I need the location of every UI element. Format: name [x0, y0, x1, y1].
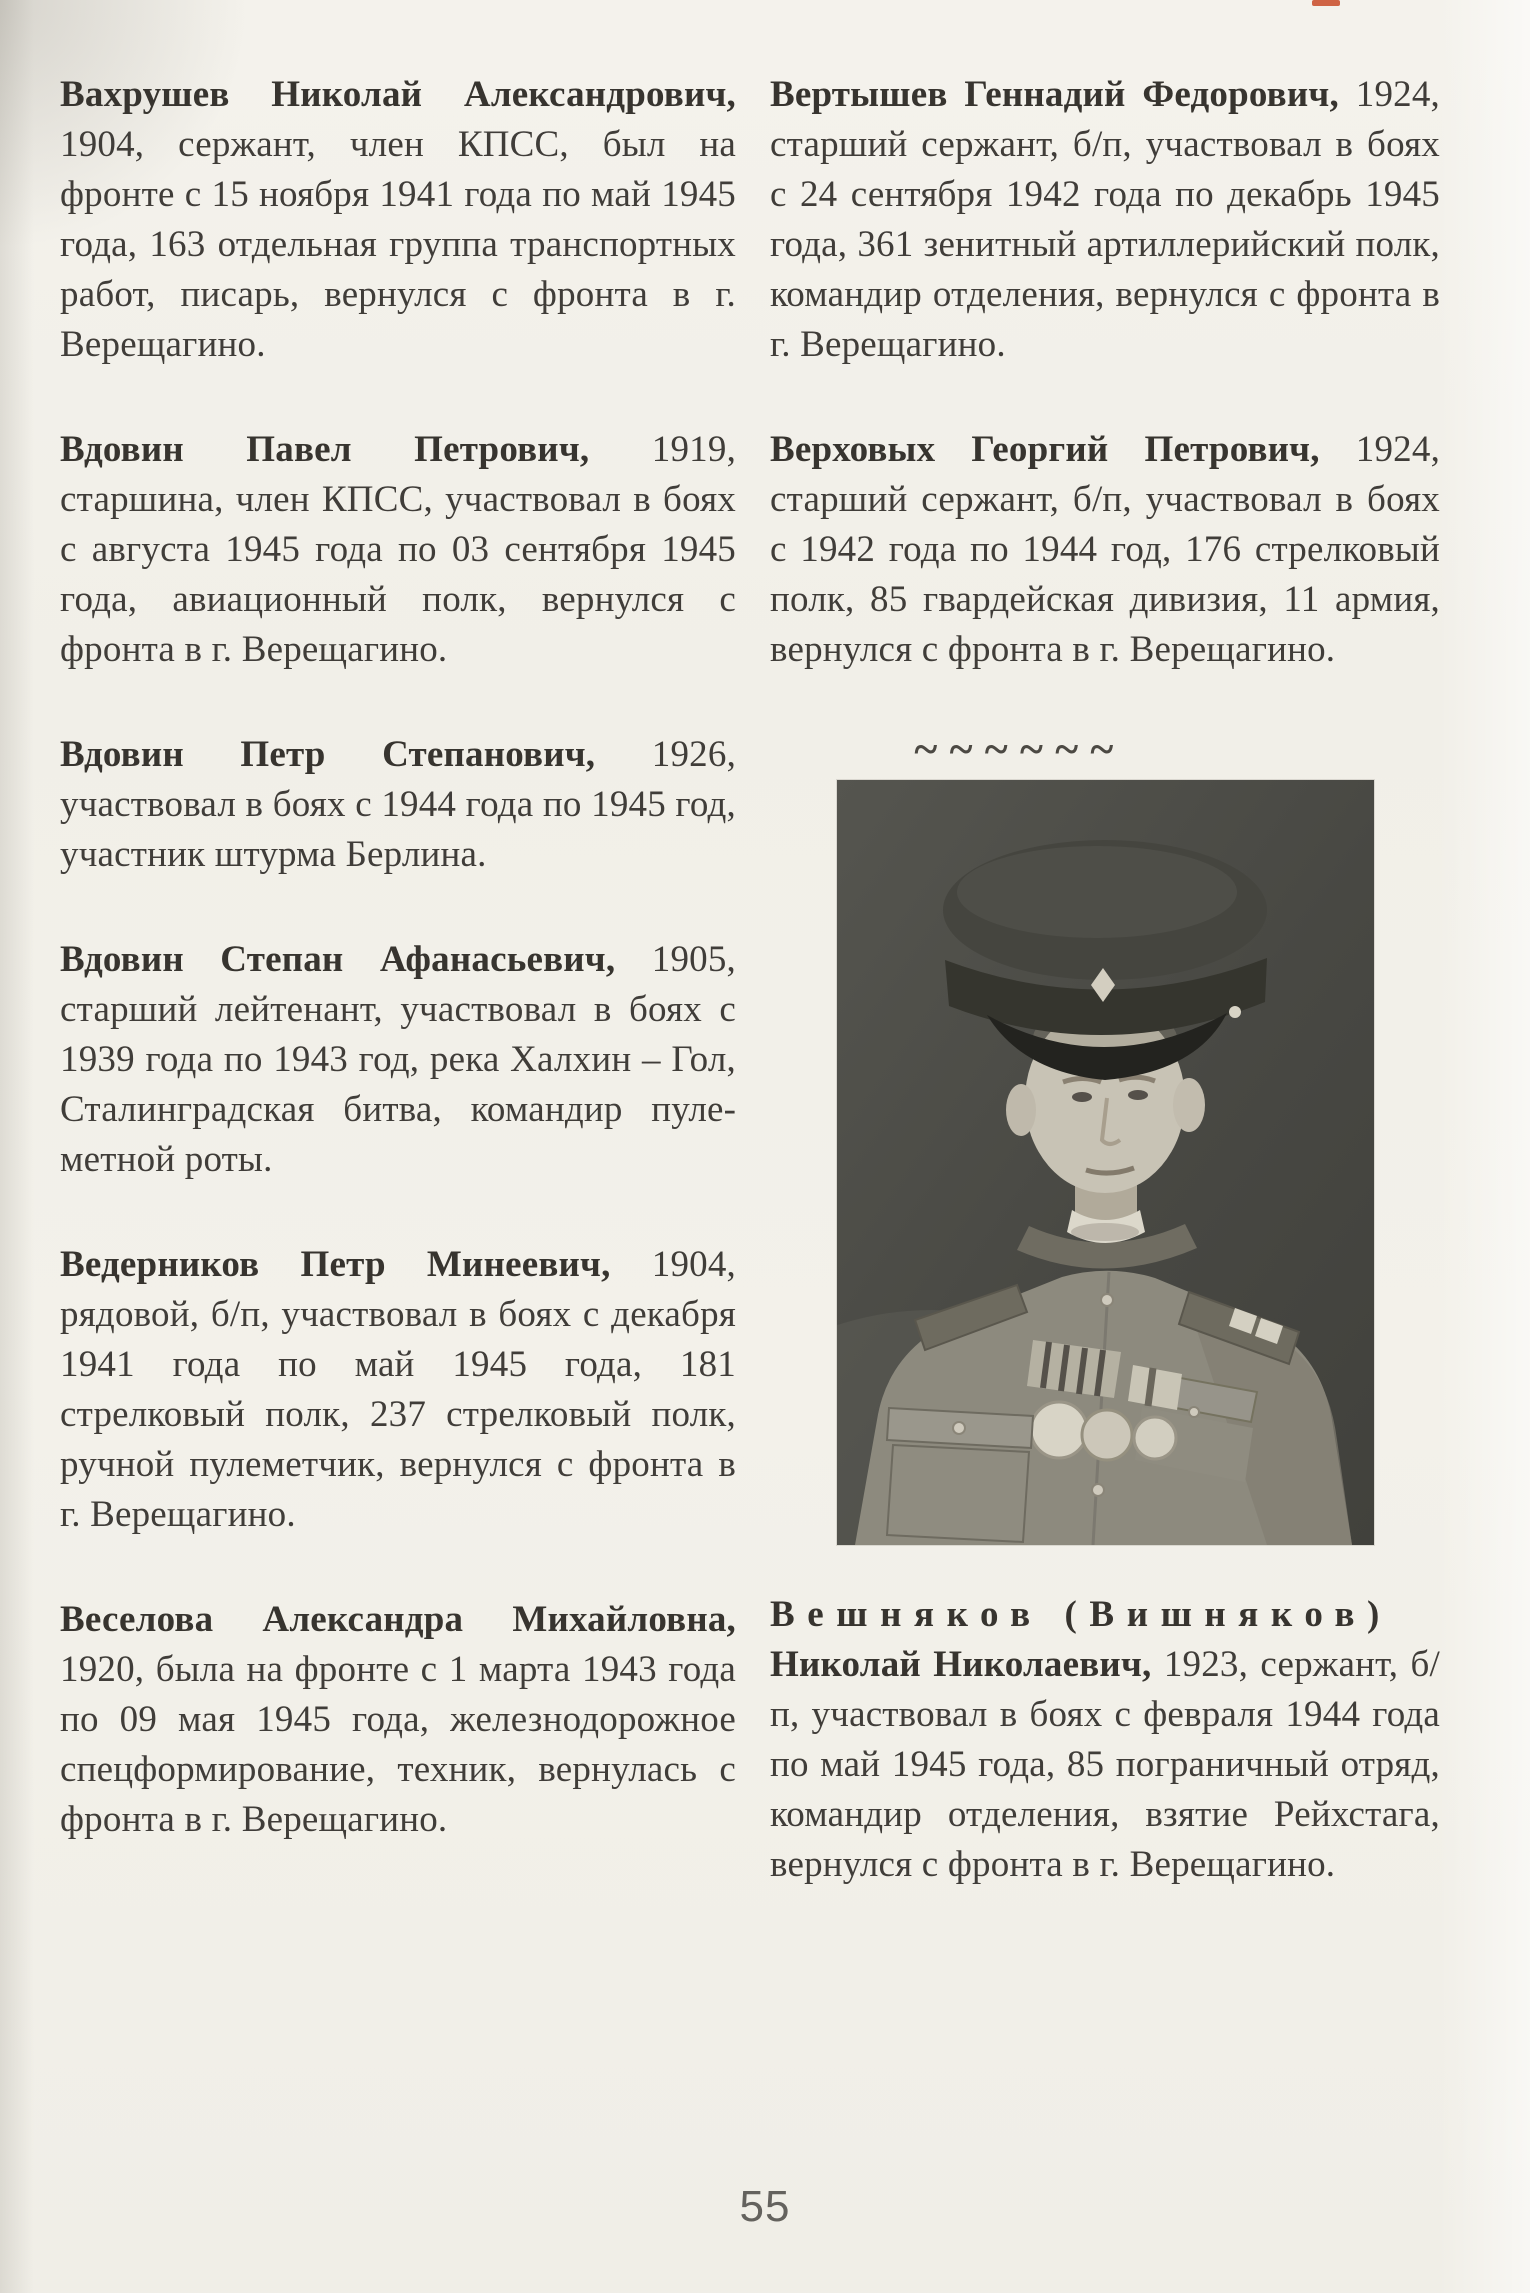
- veteran-entry: [60, 425, 736, 675]
- scan-red-mark: [1312, 0, 1340, 6]
- soldier-photo: [837, 780, 1374, 1545]
- right-column: [770, 70, 1440, 1890]
- entry-name: Ведерников Петр Минеевич,: [60, 1244, 611, 1285]
- veteran-entry: [770, 425, 1440, 675]
- entry-name: Вертышев Геннадий Федорович,: [770, 74, 1339, 115]
- entry-text: 1924, старший сержант, б/п, участвовал в боях с 24 сентября 1942 года по декабрь 1945 года, 361 зенитный артиллерийский полк, командир отделения, вернулся с фронта в г. Верещагино.: [770, 74, 1440, 365]
- entry-name: Вахрушев Николай Александрович,: [60, 74, 736, 115]
- entry-name: Верховых Георгий Петрович,: [770, 429, 1320, 470]
- entry-text: 1905, старший лейтенант, участвовал в боях с 1939 года по 1943 год, река Халхин – Гол, Сталинградская битва, командир пулеметной роты.: [60, 939, 736, 1180]
- tilde-separator: ~~~~~~: [914, 725, 1126, 774]
- entry-name: Николай Николаевич,: [770, 1644, 1152, 1685]
- entry-name-spaced: Вешняков (Вишняков): [770, 1594, 1392, 1635]
- veteran-entry: [770, 1590, 1440, 1890]
- veteran-entry: [60, 1595, 736, 1845]
- entry-name: Вдовин Петр Степанович,: [60, 734, 596, 775]
- entry-text: 1904, рядовой, б/п, участвовал в боях с декабря 1941 года по май 1945 года, 181 стрелковый полк, 237 стрелковый полк, ручной пулеметчик, вернулся с фронта в г. Верещагино.: [60, 1244, 736, 1535]
- soldier-photo-illustration: [837, 780, 1374, 1545]
- entry-text: 1923, сержант, б/п, участвовал в боях с февраля 1944 года по май 1945 года, 85 пограничный отряд, командир отделения, взятие Рейхстага, вернулся с фронта в г. Верещагино.: [770, 1644, 1441, 1885]
- veteran-entry: [770, 70, 1440, 370]
- veteran-entry: [60, 1240, 736, 1540]
- page-number: 55: [739, 2182, 791, 2231]
- entry-name: Вдовин Степан Афанасьевич,: [60, 939, 616, 980]
- entry-name: Вдовин Павел Петрович,: [60, 429, 590, 470]
- entry-text: 1919, старшина, член КПСС, участвовал в боях с августа 1945 года по 03 сентября 1945 года, авиационный полк, вернулся с фронта в г. Верещагино.: [60, 429, 737, 670]
- left-column: [60, 70, 736, 1845]
- entry-name: Веселова Александра Михайловна,: [60, 1599, 736, 1640]
- veteran-entry: [60, 730, 736, 880]
- veteran-entry: [60, 70, 736, 370]
- veteran-entry: [60, 935, 736, 1185]
- entry-text: 1904, сержант, член КПСС, был на фронте с 15 ноября 1941 года по май 1945 года, 163 отдельная группа транспортных работ, писарь, вернулся с фронта в г. Верещагино.: [60, 124, 736, 365]
- entry-text: 1924, старший сержант, б/п, участвовал в боях с 1942 года по 1944 год, 176 стрелковый полк, 85 гвардейская дивизия, 11 армия, вернулся с фронта в г. Верещагино.: [770, 429, 1441, 670]
- entry-text: 1920, была на фронте с 1 марта 1943 года по 09 мая 1945 года, железнодорожное спецформирование, техник, вернулась с фронта в г. Верещагино.: [60, 1649, 736, 1840]
- entry-text: 1926, участвовал в боях с 1944 года по 1945 год, участник штурма Берлина.: [60, 734, 737, 875]
